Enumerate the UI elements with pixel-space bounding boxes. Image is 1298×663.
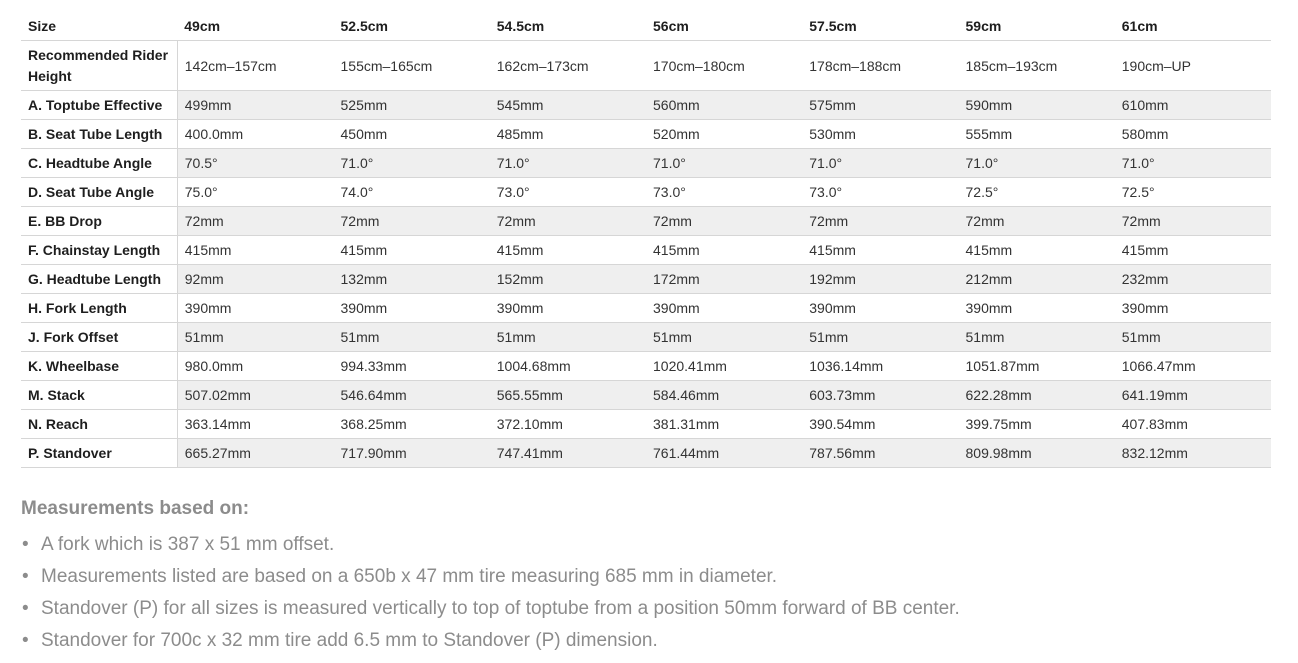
table-cell: 185cm–193cm [959, 41, 1115, 91]
table-cell: 172mm [646, 265, 802, 294]
list-item [21, 625, 1271, 657]
table-cell: 71.0° [334, 149, 490, 178]
table-cell: 603.73mm [802, 381, 958, 410]
row-label: H. Fork Length [21, 294, 177, 323]
table-cell: 142cm–157cm [177, 41, 333, 91]
table-cell: 787.56mm [802, 439, 958, 468]
table-cell: 565.55mm [490, 381, 646, 410]
list-item [21, 529, 1271, 561]
table-cell: 73.0° [490, 178, 646, 207]
notes-list [21, 529, 1271, 657]
row-label: B. Seat Tube Length [21, 120, 177, 149]
table-cell: 832.12mm [1115, 439, 1271, 468]
table-row [21, 381, 1271, 410]
table-cell: 72mm [1115, 207, 1271, 236]
row-label: J. Fork Offset [21, 323, 177, 352]
table-cell: 994.33mm [334, 352, 490, 381]
row-label: P. Standover [21, 439, 177, 468]
table-cell: 407.83mm [1115, 410, 1271, 439]
header-size-59: 59cm [959, 12, 1115, 41]
table-cell: 72mm [490, 207, 646, 236]
table-cell: 415mm [802, 236, 958, 265]
table-cell: 390mm [490, 294, 646, 323]
table-cell: 390mm [959, 294, 1115, 323]
measurement-notes [21, 495, 1271, 657]
table-cell: 390mm [1115, 294, 1271, 323]
table-cell: 980.0mm [177, 352, 333, 381]
header-size-label: Size [21, 12, 177, 41]
table-cell: 73.0° [802, 178, 958, 207]
table-cell: 51mm [177, 323, 333, 352]
table-cell: 162cm–173cm [490, 41, 646, 91]
table-cell: 390.54mm [802, 410, 958, 439]
table-row [21, 265, 1271, 294]
table-cell: 71.0° [802, 149, 958, 178]
table-cell: 665.27mm [177, 439, 333, 468]
table-cell: 415mm [1115, 236, 1271, 265]
table-cell: 525mm [334, 91, 490, 120]
table-cell: 530mm [802, 120, 958, 149]
table-row [21, 120, 1271, 149]
table-cell: 368.25mm [334, 410, 490, 439]
header-size-54-5: 54.5cm [490, 12, 646, 41]
row-label: N. Reach [21, 410, 177, 439]
bullet-icon: • [22, 534, 29, 555]
table-cell: 51mm [646, 323, 802, 352]
table-cell: 761.44mm [646, 439, 802, 468]
table-row [21, 352, 1271, 381]
table-row [21, 439, 1271, 468]
table-cell: 73.0° [646, 178, 802, 207]
table-cell: 390mm [177, 294, 333, 323]
table-cell: 92mm [177, 265, 333, 294]
table-row [21, 149, 1271, 178]
table-cell: 170cm–180cm [646, 41, 802, 91]
header-size-52-5: 52.5cm [334, 12, 490, 41]
table-cell: 51mm [334, 323, 490, 352]
table-cell: 390mm [802, 294, 958, 323]
table-cell: 1051.87mm [959, 352, 1115, 381]
table-cell: 575mm [802, 91, 958, 120]
header-size-56: 56cm [646, 12, 802, 41]
table-cell: 381.31mm [646, 410, 802, 439]
row-label: G. Headtube Length [21, 265, 177, 294]
table-cell: 72mm [959, 207, 1115, 236]
table-cell: 155cm–165cm [334, 41, 490, 91]
table-cell: 555mm [959, 120, 1115, 149]
table-cell: 590mm [959, 91, 1115, 120]
table-cell: 71.0° [959, 149, 1115, 178]
table-cell: 74.0° [334, 178, 490, 207]
geometry-table [21, 12, 1271, 468]
row-label: A. Toptube Effective [21, 91, 177, 120]
table-cell: 51mm [802, 323, 958, 352]
table-cell: 399.75mm [959, 410, 1115, 439]
table-cell: 415mm [490, 236, 646, 265]
table-cell: 545mm [490, 91, 646, 120]
table-cell: 450mm [334, 120, 490, 149]
table-cell: 610mm [1115, 91, 1271, 120]
table-cell: 71.0° [1115, 149, 1271, 178]
row-label: Recommended Rider Height [21, 41, 177, 91]
table-row [21, 41, 1271, 91]
table-cell: 622.28mm [959, 381, 1115, 410]
table-cell: 1020.41mm [646, 352, 802, 381]
table-cell: 717.90mm [334, 439, 490, 468]
table-cell: 400.0mm [177, 120, 333, 149]
table-cell: 51mm [490, 323, 646, 352]
row-label: C. Headtube Angle [21, 149, 177, 178]
table-cell: 51mm [959, 323, 1115, 352]
table-cell: 372.10mm [490, 410, 646, 439]
table-cell: 747.41mm [490, 439, 646, 468]
table-cell: 809.98mm [959, 439, 1115, 468]
table-cell: 1004.68mm [490, 352, 646, 381]
table-cell: 192mm [802, 265, 958, 294]
bullet-icon: • [22, 566, 29, 587]
note-text: Standover (P) for all sizes is measured vertically to top of toptube from a position 50mm forward of BB center. [41, 598, 960, 619]
table-cell: 363.14mm [177, 410, 333, 439]
table-cell: 232mm [1115, 265, 1271, 294]
bullet-icon: • [22, 630, 29, 651]
table-cell: 415mm [959, 236, 1115, 265]
table-cell: 132mm [334, 265, 490, 294]
header-size-61: 61cm [1115, 12, 1271, 41]
table-cell: 584.46mm [646, 381, 802, 410]
list-item [21, 561, 1271, 593]
table-header-row [21, 12, 1271, 41]
notes-heading: Measurements based on: [21, 498, 250, 519]
row-label: D. Seat Tube Angle [21, 178, 177, 207]
table-cell: 71.0° [490, 149, 646, 178]
table-cell: 390mm [334, 294, 490, 323]
table-cell: 499mm [177, 91, 333, 120]
note-text: A fork which is 387 x 51 mm offset. [41, 534, 335, 555]
table-cell: 72mm [177, 207, 333, 236]
table-cell: 415mm [177, 236, 333, 265]
table-cell: 580mm [1115, 120, 1271, 149]
table-row [21, 410, 1271, 439]
table-cell: 152mm [490, 265, 646, 294]
table-row [21, 178, 1271, 207]
table-cell: 72mm [334, 207, 490, 236]
table-cell: 520mm [646, 120, 802, 149]
table-cell: 485mm [490, 120, 646, 149]
table-cell: 390mm [646, 294, 802, 323]
table-cell: 641.19mm [1115, 381, 1271, 410]
row-label: M. Stack [21, 381, 177, 410]
table-cell: 415mm [646, 236, 802, 265]
table-cell: 72mm [802, 207, 958, 236]
table-cell: 190cm–UP [1115, 41, 1271, 91]
row-label: K. Wheelbase [21, 352, 177, 381]
table-cell: 72.5° [1115, 178, 1271, 207]
table-cell: 1066.47mm [1115, 352, 1271, 381]
table-row [21, 236, 1271, 265]
table-cell: 560mm [646, 91, 802, 120]
note-text: Standover for 700c x 32 mm tire add 6.5 mm to Standover (P) dimension. [41, 630, 658, 651]
header-size-49: 49cm [177, 12, 333, 41]
table-cell: 212mm [959, 265, 1115, 294]
header-size-57-5: 57.5cm [802, 12, 958, 41]
note-text: Measurements listed are based on a 650b x 47 mm tire measuring 685 mm in diameter. [41, 566, 778, 587]
table-cell: 546.64mm [334, 381, 490, 410]
table-cell: 71.0° [646, 149, 802, 178]
list-item [21, 593, 1271, 625]
table-cell: 415mm [334, 236, 490, 265]
table-row [21, 91, 1271, 120]
row-label: F. Chainstay Length [21, 236, 177, 265]
table-row [21, 294, 1271, 323]
table-cell: 75.0° [177, 178, 333, 207]
table-cell: 72.5° [959, 178, 1115, 207]
table-cell: 1036.14mm [802, 352, 958, 381]
table-cell: 507.02mm [177, 381, 333, 410]
table-cell: 178cm–188cm [802, 41, 958, 91]
table-cell: 72mm [646, 207, 802, 236]
table-cell: 51mm [1115, 323, 1271, 352]
bullet-icon: • [22, 598, 29, 619]
table-row [21, 207, 1271, 236]
row-label: E. BB Drop [21, 207, 177, 236]
table-cell: 70.5° [177, 149, 333, 178]
table-row [21, 323, 1271, 352]
